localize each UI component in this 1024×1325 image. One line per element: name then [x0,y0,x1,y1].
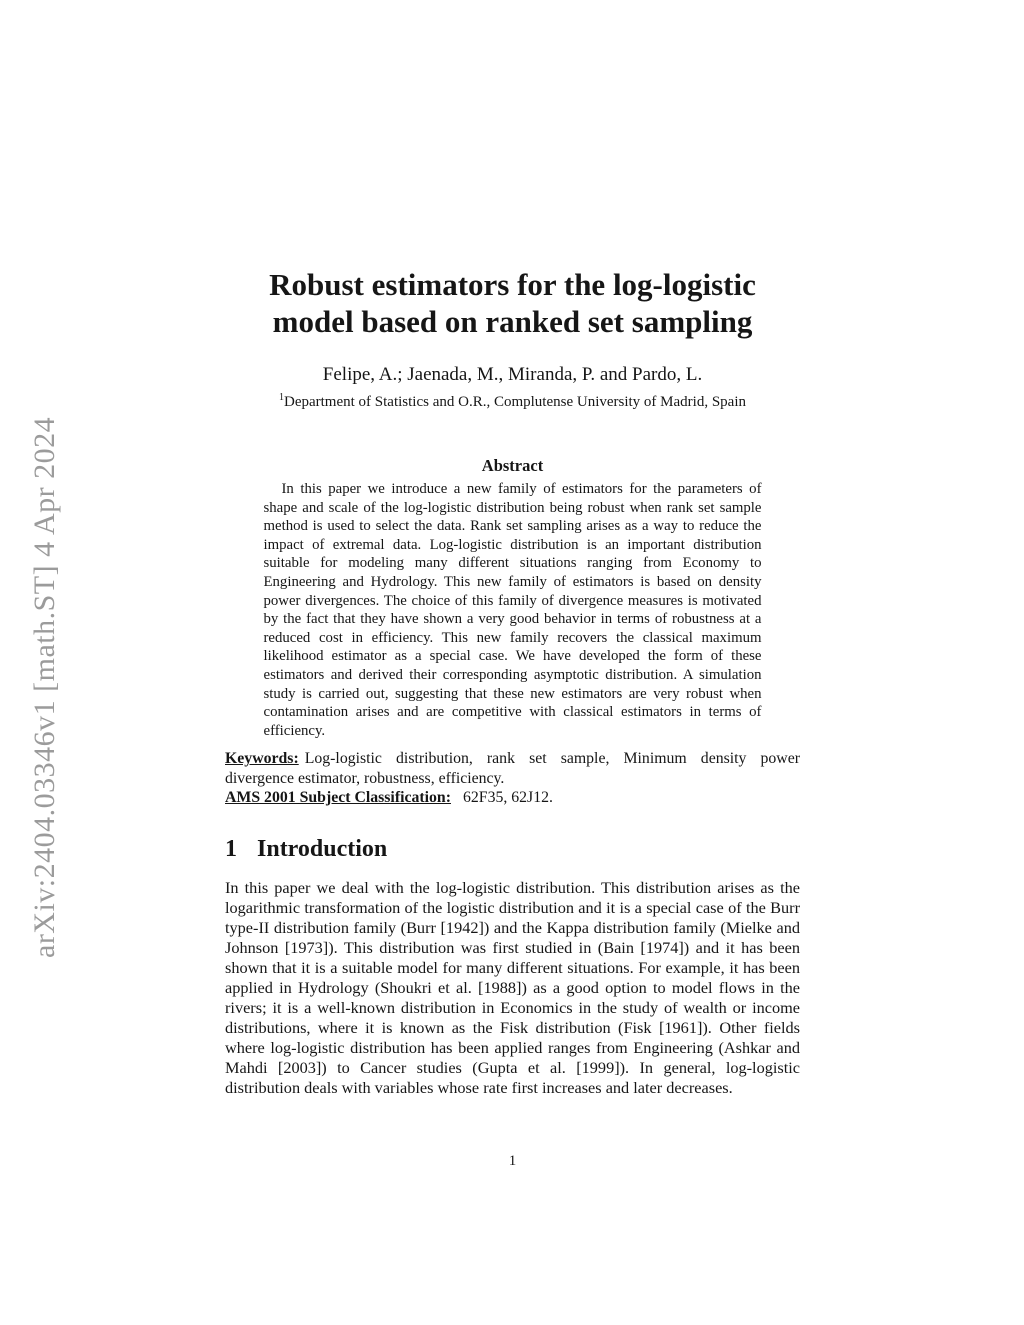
affiliation-text: Department of Statistics and O.R., Complutense University of Madrid, Spain [283,394,747,410]
affiliation-line [225,388,800,412]
introduction-paragraph: In this paper we deal with the log-logistic distribution. This distribution arises as the logarithmic transformation of the logistic distribution and it is a special case of the Burr type-II distribution family (Burr [1942]) and the Kappa distribution family (Mielke and Johnson [1973]). This distribution was first studied in (Bain [1974]) and it has been shown that it is a suitable model for many different situations. For example, it has been applied in Hydrology (Shoukri et al. [1988]) as a good option to model flows in the rivers; it is a well-known distribution in Economics in the study of wealth or income distributions, where it is known as the Fisk distribution (Fisk [1961]). Other fields where log-logistic distribution has been applied ranges from Engineering (Ashkar and Mahdi [2003]) to Cancer studies (Gupta et al. [1999]). In general, log-logistic distribution deals with variables whose rate first increases and later decreases. [225,877,800,1097]
keywords-text: Log-logistic distribution, rank set sample, Minimum density power divergence estimator, robustness, efficiency. [225,750,800,787]
arxiv-watermark: arXiv:2404.03346v1 [math.ST] 4 Apr 2024 [28,416,61,958]
keywords-label: Keywords: [225,750,299,768]
abstract-text: In this paper we introduce a new family of estimators for the parameters of shape and scale of the log-logistic distribution being robust when rank set sample method is used to select the data. Rank set sampling arises as a way to reduce the impact of extremal data. Log-logistic distribution is an important distribution suitable for modeling many different situations ranging from Economy to Engineering and Hydrology. This new family of estimators is based on density power divergences. The choice of this family of divergence measures is motivated by the fact that they have shown a very good behavior in terms of robustness at a reduced cost in efficiency. This new family recovers the classical maximum likelihood estimator as a special case. We have developed the form of these estimators and derived their corresponding asymptotic distribution. A simulation study is carried out, suggesting that these new estimators are very robust when contamination arises and are competitive with classical estimators in terms of efficiency. [263,481,762,739]
keywords-line [225,749,800,788]
authors-line: Felipe, A.; Jaenada, M., Miranda, P. and Pardo, L. [322,364,703,385]
ams-line [225,788,800,808]
paper-title [225,266,800,340]
ams-label: AMS 2001 Subject Classification: [225,789,451,807]
page-number: 1 [508,1153,517,1169]
affiliation-footnote-marker: 1 [278,392,284,403]
paper-title-line1: Robust estimators for the log-logistic [269,267,756,302]
keywords-block [225,749,800,808]
section-1-heading [225,835,800,863]
ams-text: 62F35, 62J12. [462,789,553,807]
paper-title-line2: model based on ranked set sampling [272,304,753,339]
section-1-title: Introduction [257,835,388,862]
paper-page-column [225,0,800,1098]
abstract-heading: Abstract [481,456,544,475]
section-1-number: 1 [225,835,237,862]
